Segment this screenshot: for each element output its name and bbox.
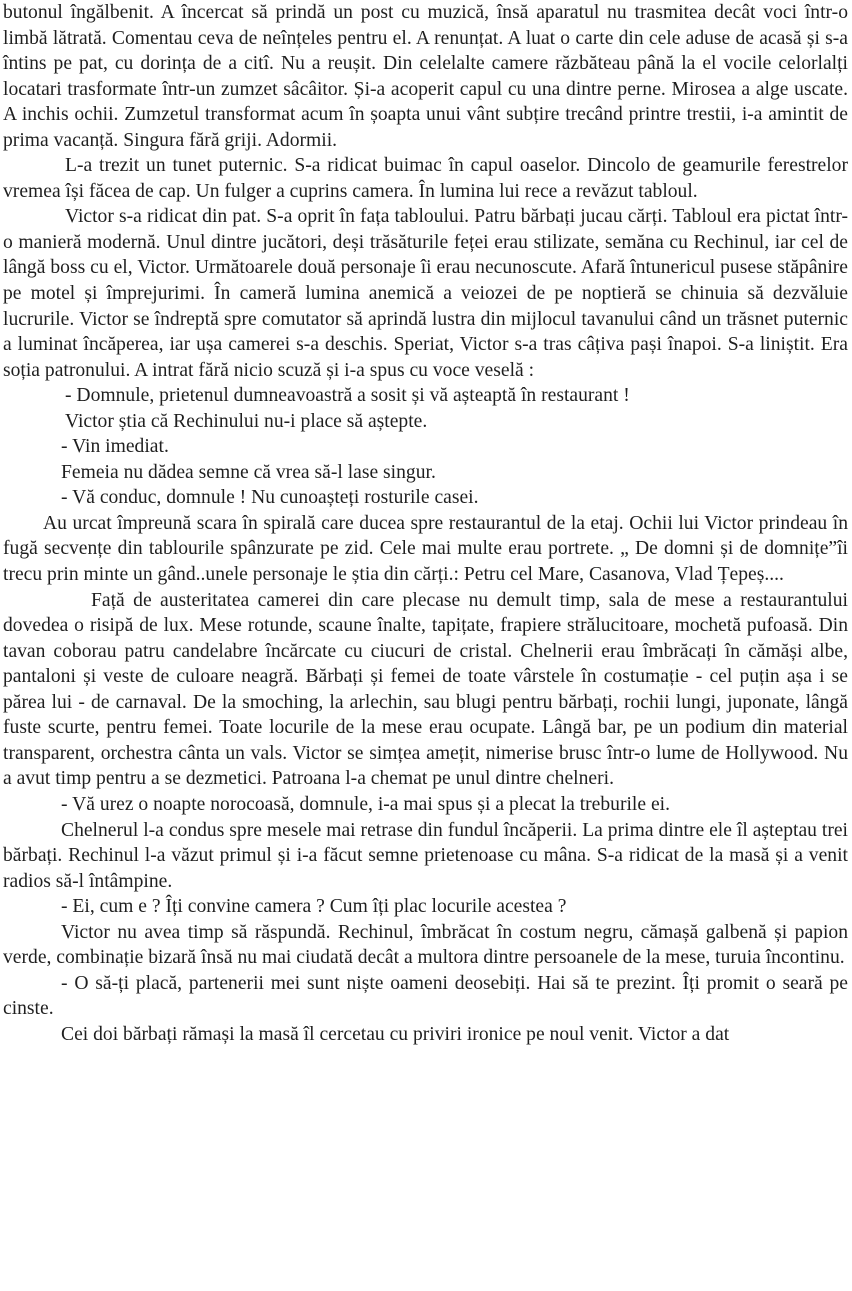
paragraph: Victor știa că Rechinului nu-i place să aștepte. <box>65 410 428 432</box>
dialogue-line: - Vin imediat. <box>61 436 169 458</box>
dialogue-line: - Vă conduc, domnule ! Nu cunoașteți rosturile casei. <box>61 487 479 509</box>
paragraph: Au urcat împreună scara în spirală care ducea spre restaurantul de la etaj. Ochii lui Victor prindeau în fugă secvențe din tablourile spânzurate pe zid. Cele mai multe erau portrete. „ De domni și de domnițe”îi trecu prin minte un gând..unele personaje le știa din cărți.: Petru cel Mare, Casanova, Vlad Țepeș.... <box>3 512 848 586</box>
paragraph: Cei doi bărbați rămași la masă îl cercetau cu priviri ironice pe noul venit. Victor a dat <box>61 1023 730 1045</box>
dialogue-line: - Ei, cum e ? Îți convine camera ? Cum îți plac locurile acestea ? <box>61 896 567 918</box>
paragraph: L-a trezit un tunet puternic. S-a ridicat buimac în capul oaselor. Dincolo de geamurile ferestrelor vremea își făcea de cap. Un fulger a cuprins camera. În lumina lui rece a revăzut tabloul. <box>3 155 848 202</box>
paragraph: Chelnerul l-a condus spre mesele mai retrase din fundul încăperii. La prima dintre ele îl așteptau trei bărbați. Rechinul l-a văzut primul și i-a făcut semne prietenoase cu mâna. S-a ridicat de la masă și a venit radios să-l întâmpine. <box>3 819 848 892</box>
paragraph: Victor nu avea timp să răspundă. Rechinul, îmbrăcat în costum negru, cămașă galbenă și papion verde, combinație bizară însă nu mai ciudată decât a multora dintre persoanele de la mese, turuia încontinu. <box>3 921 848 969</box>
paragraph: Victor s-a ridicat din pat. S-a oprit în fața tabloului. Patru bărbați jucau cărți. Tabloul era pictat într-o manieră modernă. Unul dintre jucători, deși trăsăturile feței erau stilizate, semăna cu Rechinul, iar cel de lângă boss cu el, Victor. Următoarele două personaje îi erau necunoscute. Afară întunericul pusese stăpânire pe motel și împrejurimi. În cameră lumina anemică a veiozei de pe noptieră se chinuia să dezvăluie lucrurile. Victor se îndreptă spre comutator să aprindă lustra din mijlocul tavanului când un trăsnet puternic a luminat încăperea, iar ușa camerei s-a deschis. Speriat, Victor s-a tras câțiva pași înapoi. S-a liniștit. Era soția patronului. A intrat fără nicio scuză și i-a spus cu voce veselă : <box>3 206 848 381</box>
paragraph: Față de austeritatea camerei din care plecase nu demult timp, sala de mese a restaurantului dovedea o risipă de lux. Mese rotunde, scaune înalte, tapițate, frapiere strălucitoare, mochetă pufoasă. Din tavan coborau patru candelabre încărcate cu ciucuri de cristal. Chelnerii erau îmbrăcați în cămăși albe, pantaloni și veste de culoare neagră. Bărbați și femei de toate vârstele în costumație - cel puțin așa i se părea lui - de carnaval. De la smoching, la arlechin, sau blugi pentru bărbați, rochii lungi, juponate, lângă fuste scurte, pentru femei. Toate locurile de la mese erau ocupate. Lângă bar, pe un podium din material transparent, orchestra cânta un vals. Victor se simțea amețit, nimerise brusc într-o lume de Hollywood. Nu a avut timp pentru a se dezmetici. Patroana l-a chemat pe unul dintre chelneri. <box>3 589 848 790</box>
dialogue-line: - O să-ți placă, partenerii mei sunt niște oameni deosebiți. Hai să te prezint. Îți promit o seară pe cinste. <box>3 972 848 1020</box>
dialogue-line: - Vă urez o noapte norocoasă, domnule, i-a mai spus și a plecat la treburile ei. <box>61 793 671 815</box>
paragraph: Femeia nu dădea semne că vrea să-l lase singur. <box>61 461 436 483</box>
paragraph: butonul îngălbenit. A încercat să prindă un post cu muzică, însă aparatul nu trasmitea decât voci într-o limbă lătrată. Comentau ceva de neînțeles pentru el. A renunțat. A luat o carte din cele aduse de acasă și s-a întins pe pat, cu dorința de a citî. Nu a reușit. Din celelalte camere răzbăteau până la el vocile celorlalți locatari trasformate într-un zumzet sâcâitor. Și-a acoperit capul cu una dintre perne. Mirosea a alge uscate. A inchis ochii. Zumzetul transformat acum în șoapta unui vânt subțire trecând printre trestii, i-a amintit de prima vacanță. Singura fără griji. Adormii. <box>3 2 848 151</box>
dialogue-line: - Domnule, prietenul dumneavoastră a sosit și vă așteaptă în restaurant ! <box>65 385 630 407</box>
